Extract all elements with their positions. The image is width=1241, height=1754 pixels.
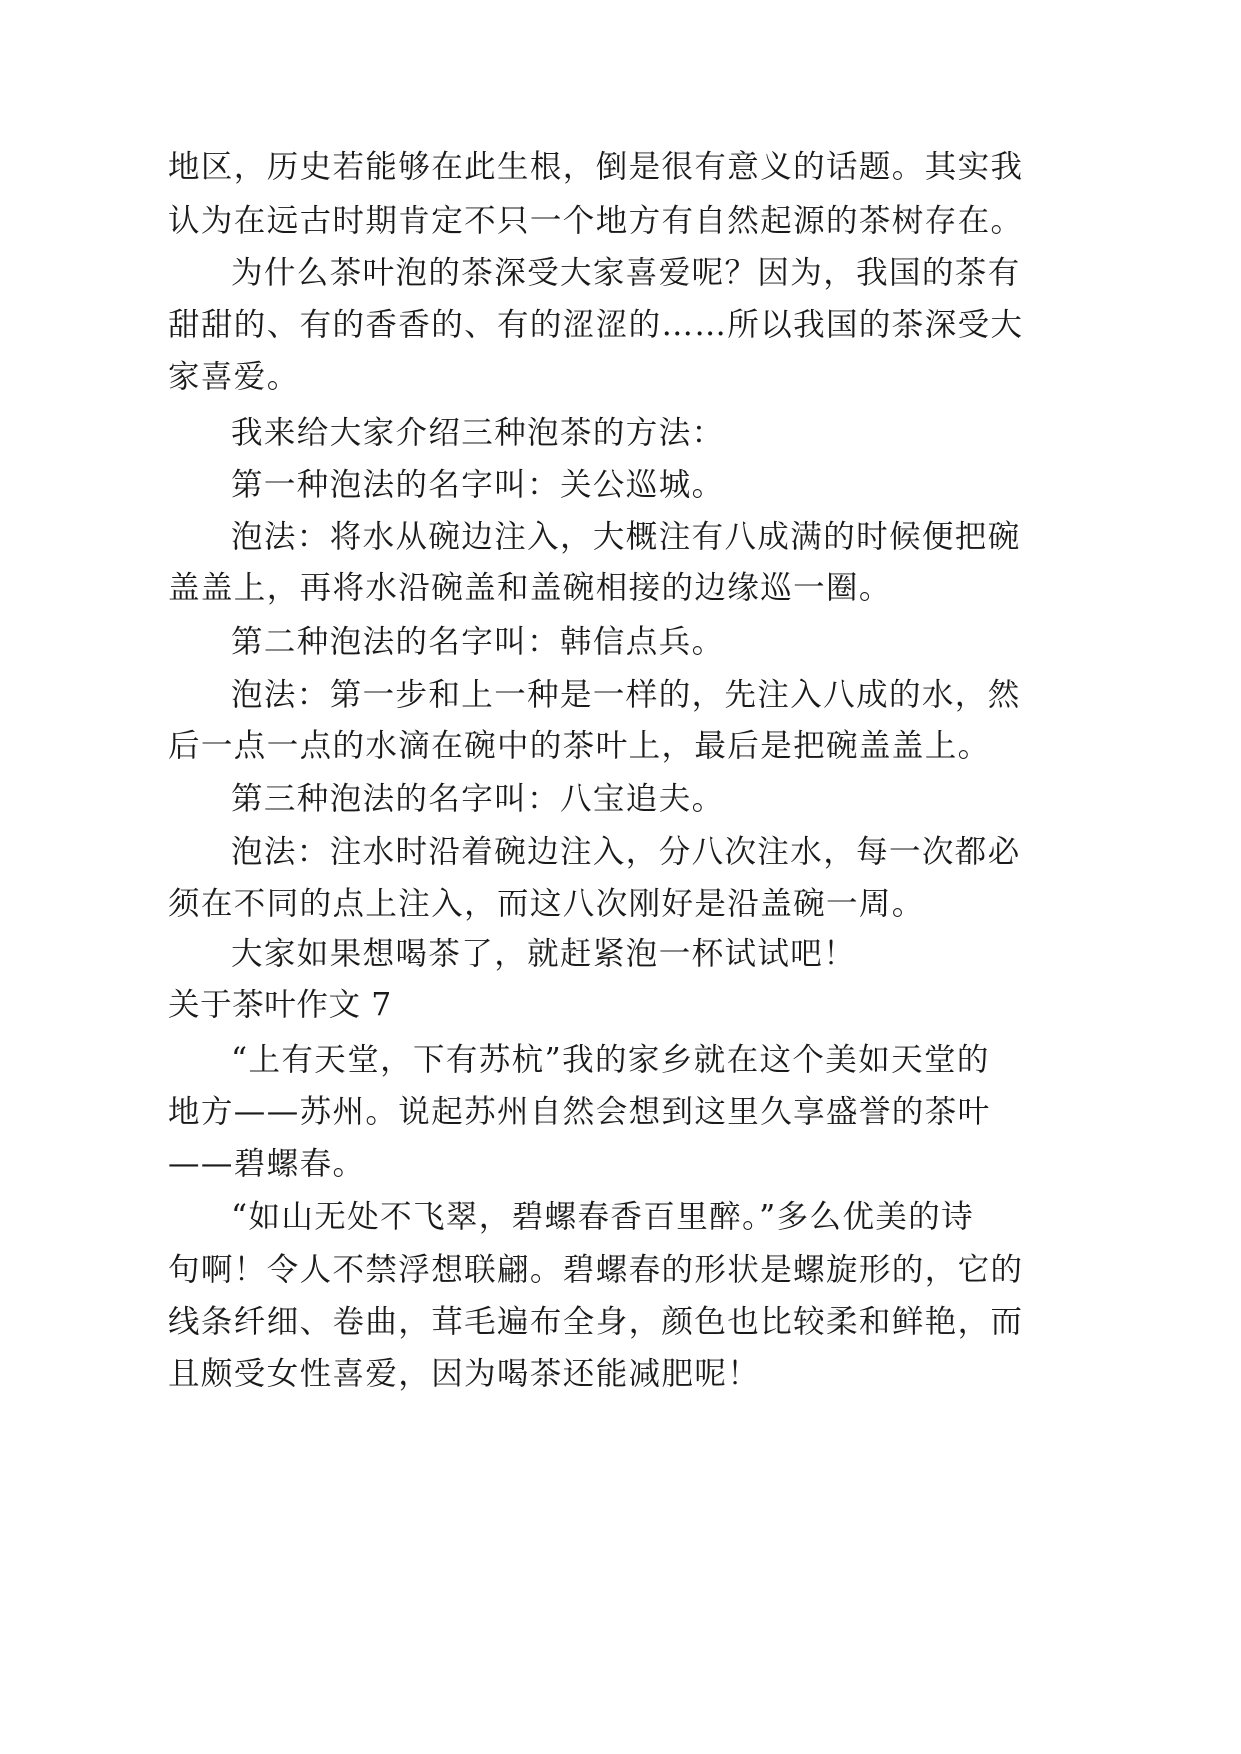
paragraph-line: 我来给大家介绍三种泡茶的方法： (231, 415, 725, 451)
paragraph-line: 且颇受女性喜爱，因为喝茶还能减肥呢！ (168, 1356, 761, 1392)
paragraph-line: 为什么茶叶泡的茶深受大家喜爱呢？因为，我国的茶有 (231, 255, 1021, 291)
paragraph-line: 家喜爱。 (168, 359, 300, 395)
paragraph-line: 线条纤细、卷曲，茸毛遍布全身，颜色也比较柔和鲜艳，而 (168, 1304, 1024, 1340)
paragraph-line: 第三种泡法的名字叫：八宝追夫。 (231, 781, 725, 817)
paragraph-line: 泡法：注水时沿着碗边注入，分八次注水，每一次都必 (231, 834, 1021, 870)
paragraph-line: 认为在远古时期肯定不只一个地方有自然起源的茶树存在。 (168, 203, 1024, 239)
paragraph-line: 后一点一点的水滴在碗中的茶叶上，最后是把碗盖盖上。 (168, 728, 991, 764)
paragraph-line: 地方——苏州。说起苏州自然会想到这里久享盛誉的茶叶 (168, 1094, 991, 1130)
paragraph-line: 句啊！令人不禁浮想联翩。碧螺春的形状是螺旋形的，它的 (168, 1252, 1024, 1288)
paragraph-line: 甜甜的、有的香香的、有的涩涩的……所以我国的茶深受大 (168, 307, 1024, 343)
paragraph-line: “如山无处不飞翠，碧螺春香百里醉。”多么优美的诗 (231, 1199, 975, 1235)
paragraph-line: 盖盖上，再将水沿碗盖和盖碗相接的边缘巡一圈。 (168, 570, 892, 606)
paragraph-line: ——碧螺春。 (168, 1146, 366, 1182)
section-heading: 关于茶叶作文 7 (168, 987, 392, 1023)
paragraph-line: 大家如果想喝茶了，就赶紧泡一杯试试吧！ (231, 936, 857, 972)
paragraph-line: 第一种泡法的名字叫：关公巡城。 (231, 467, 725, 503)
paragraph-line: 地区，历史若能够在此生根，倒是很有意义的话题。其实我 (168, 149, 1024, 185)
paragraph-line: 泡法：将水从碗边注入，大概注有八成满的时候便把碗 (231, 519, 1021, 555)
paragraph-line: 第二种泡法的名字叫：韩信点兵。 (231, 624, 725, 660)
paragraph-line: 泡法：第一步和上一种是一样的，先注入八成的水，然 (231, 677, 1021, 713)
paragraph-line: 须在不同的点上注入，而这八次刚好是沿盖碗一周。 (168, 886, 925, 922)
paragraph-line: “上有天堂，下有苏杭”我的家乡就在这个美如天堂的 (231, 1042, 990, 1078)
